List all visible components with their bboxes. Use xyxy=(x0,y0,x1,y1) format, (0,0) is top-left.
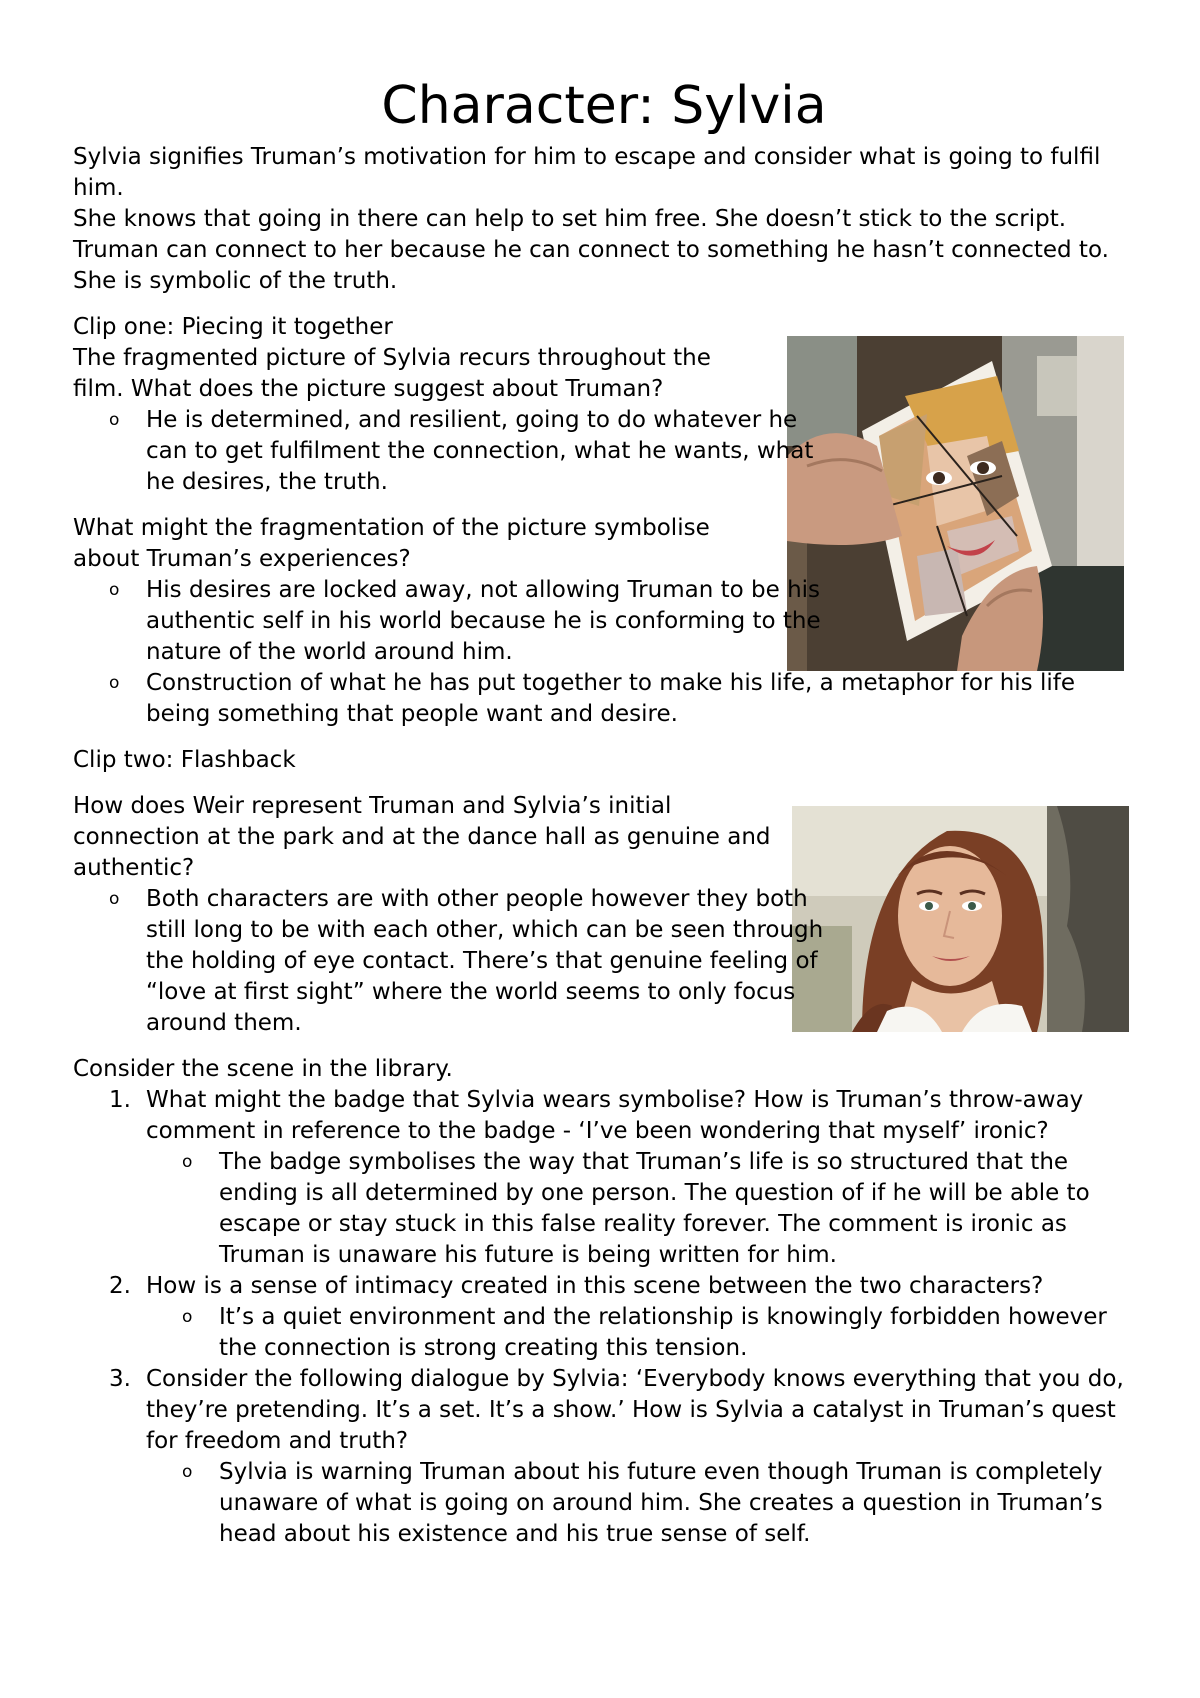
clip-one-question-1: The fragmented picture of Sylvia recurs throughout the film. What does the picture suggest about Truman? xyxy=(73,345,711,402)
library-heading: Consider the scene in the library. xyxy=(73,1056,453,1082)
library-question-list xyxy=(73,1085,1143,1550)
intro-paragraph-1: Sylvia signifies Truman’s motivation for him to escape and consider what is going to fulfil him. xyxy=(73,144,1101,201)
clip-two-heading: Clip two: Flashback xyxy=(73,747,296,773)
library-answer-list-1 xyxy=(146,1147,1143,1271)
library-answer-list-2 xyxy=(146,1302,1143,1364)
list-item xyxy=(73,1271,1143,1364)
clip-one-answer-3: Construction of what he has put together to make his life, a metaphor for his life being something that people want and desire. xyxy=(146,670,1075,727)
list-item xyxy=(146,1457,1143,1550)
bullet-marker: o xyxy=(182,1307,193,1327)
bullet-marker: o xyxy=(182,1152,193,1172)
bullet-marker: o xyxy=(109,673,120,693)
bullet-marker: o xyxy=(109,580,120,600)
page-title: Character: Sylvia xyxy=(381,76,827,136)
list-item xyxy=(73,575,836,668)
clip-one-answer-list-2 xyxy=(73,575,1143,730)
question-number: 3. xyxy=(109,1366,131,1392)
list-item xyxy=(73,405,836,498)
intro-paragraph-2: She knows that going in there can help to set him free. She doesn’t stick to the script. Truman can connect to her because he can connect to something he hasn’t connected to. She is symbolic of the truth. xyxy=(73,206,1109,294)
library-answer-list-3 xyxy=(146,1457,1143,1550)
list-item xyxy=(73,1085,1143,1271)
list-item xyxy=(73,1364,1143,1550)
library-answer-3: Sylvia is warning Truman about his future even though Truman is completely unaware of what is going on around him. She creates a question in Truman’s head about his existence and his true sense of self. xyxy=(219,1459,1103,1547)
bullet-marker: o xyxy=(109,410,120,430)
list-item xyxy=(146,1302,1143,1364)
list-item xyxy=(73,668,1143,730)
list-item xyxy=(73,884,846,1039)
clip-two-answer-list xyxy=(73,884,1143,1039)
clip-one-answer-2: His desires are locked away, not allowing Truman to be his authentic self in his world because he is conforming to the nature of the world around him. xyxy=(146,577,821,665)
clip-one-heading: Clip one: Piecing it together xyxy=(73,314,393,340)
clip-two-answer-1: Both characters are with other people however they both still long to be with each other, which can be seen through the holding of eye contact. There’s that genuine feeling of “love at first sight” where the world seems to only focus around them. xyxy=(146,886,824,1036)
question-number: 2. xyxy=(109,1273,131,1299)
library-answer-2: It’s a quiet environment and the relationship is knowingly forbidden however the connection is strong creating this tension. xyxy=(219,1304,1107,1361)
clip-two-question-1: How does Weir represent Truman and Sylvia’s initial connection at the park and at the dance hall as genuine and authentic? xyxy=(73,793,771,881)
clip-one-answer-list-1 xyxy=(73,405,1143,498)
bullet-marker: o xyxy=(109,889,120,909)
clip-one-question-2: What might the fragmentation of the picture symbolise about Truman’s experiences? xyxy=(73,515,710,572)
library-question-2: How is a sense of intimacy created in this scene between the two characters? xyxy=(146,1273,1044,1299)
question-number: 1. xyxy=(109,1087,131,1113)
library-question-3: Consider the following dialogue by Sylvia: ‘Everybody knows everything that you do, they’re pretending. It’s a set. It’s a show.’ How is Sylvia a catalyst in Truman’s quest for freedom and truth? xyxy=(146,1366,1124,1454)
library-answer-1: The badge symbolises the way that Truman’s life is so structured that the ending is all determined by one person. The question of if he will be able to escape or stay stuck in this false reality forever. The comment is ironic as Truman is unaware his future is being written for him. xyxy=(219,1149,1090,1268)
clip-one-answer-1: He is determined, and resilient, going to do whatever he can to get fulfilment the connection, what he wants, what he desires, the truth. xyxy=(146,407,814,495)
library-question-1: What might the badge that Sylvia wears symbolise? How is Truman’s throw-away comment in reference to the badge - ‘I’ve been wondering that myself’ ironic? xyxy=(146,1087,1084,1144)
list-item xyxy=(146,1147,1143,1271)
document-body xyxy=(73,0,1143,1550)
bullet-marker: o xyxy=(182,1462,193,1482)
